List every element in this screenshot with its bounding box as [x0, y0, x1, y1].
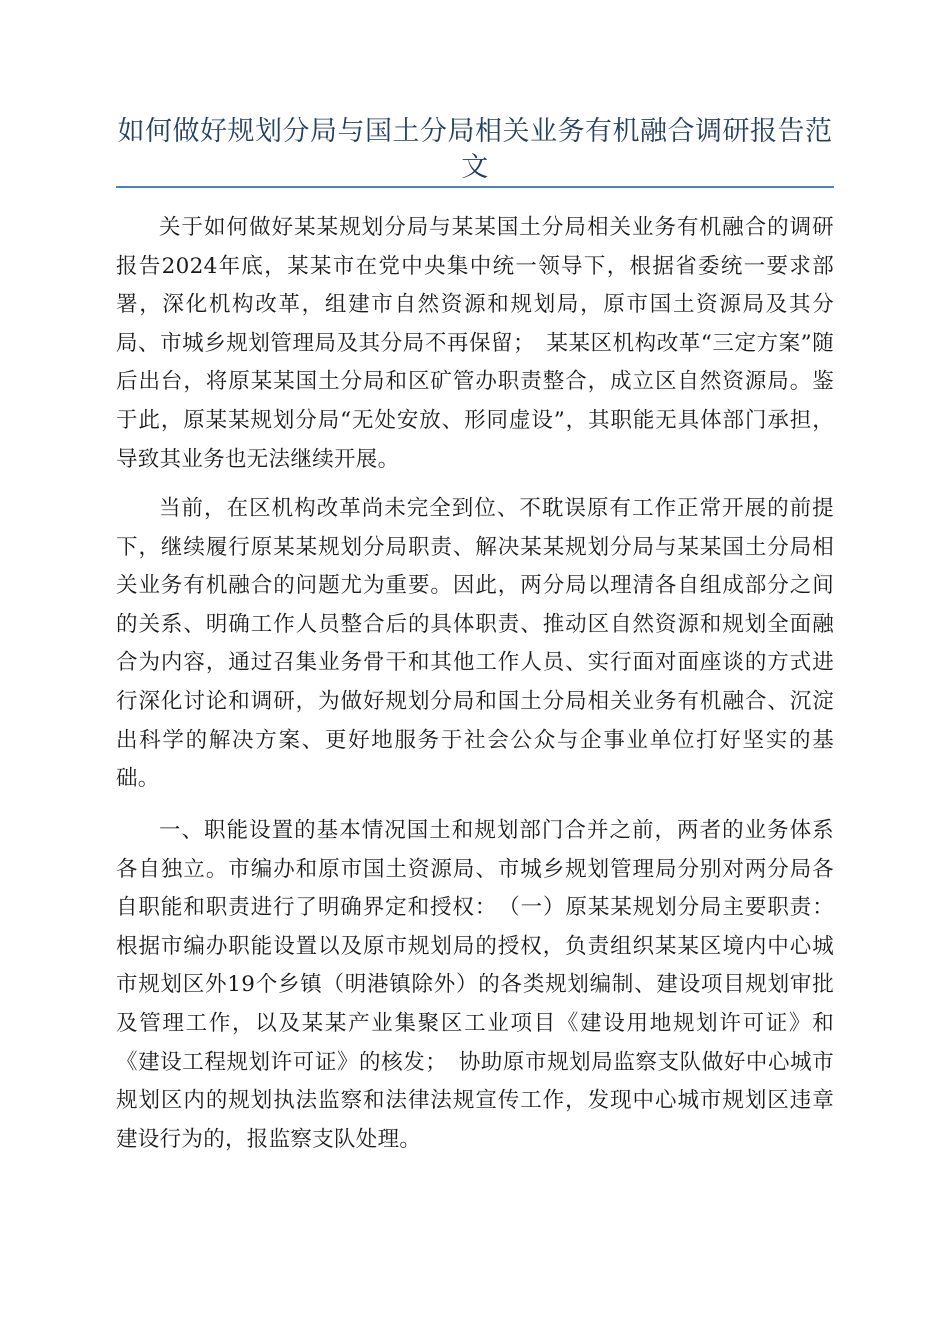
- document-title: 如何做好规划分局与国土分局相关业务有机融合调研报告范文: [117, 116, 833, 183]
- paragraph-intro: 关于如何做好某某规划分局与某某国土分局相关业务有机融合的调研报告2024年底，某某市在党中央集中统一领导下，根据省委统一要求部署，深化机构改革，组建市自然资源和规划局，原市国土资源局及其分局、市城乡规划管理局及其分局不再保留； 某某区机构改革“三定方案”随后出台，将原某某国土分局和区矿管办职责整合，成立区自然资源局。鉴于此，原某某规划分局“无处安放、形同虚设”，其职能无具体部门承担，导致其业务也无法继续开展。: [116, 215, 834, 472]
- paragraph-current-situation: 当前，在区机构改革尚未完全到位、不耽误原有工作正常开展的前提下，继续履行原某某规划分局职责、解决某某规划分局与某某国土分局相关业务有机融合的问题尤为重要。因此，两分局以理清各自组成部分之间的关系、明确工作人员整合后的具体职责、推动区自然资源和规划全面融合为内容，通过召集业务骨干和其他工作人员、实行面对面座谈的方式进行深化讨论和调研，为做好规划分局和国土分局相关业务有机融合、沉淀出科学的解决方案、更好地服务于社会公众与企事业单位打好坚实的基础。: [116, 496, 834, 792]
- title-underline: [116, 186, 834, 188]
- paragraph-section-one: 一、职能设置的基本情况国土和规划部门合并之前，两者的业务体系各自独立。市编办和原市国土资源局、市城乡规划管理局分别对两分局各自职能和职责进行了明确界定和授权： （一）原某某规划分局主要职责：根据市编办职能设置以及原市规划局的授权，负责组织某某区境内中心城市规划区外19个乡镇（明港镇除外）的各类规划编制、建设项目规划审批及管理工作，以及某某产业集聚区工业项目《建设用地规划许可证》和《建设工程规划许可证》的核发； 协助原市规划局监察支队做好中心城市规划区内的规划执法监察和法律法规宣传工作，发现中心城市规划区违章建设行为的，报监察支队处理。: [116, 818, 834, 1152]
